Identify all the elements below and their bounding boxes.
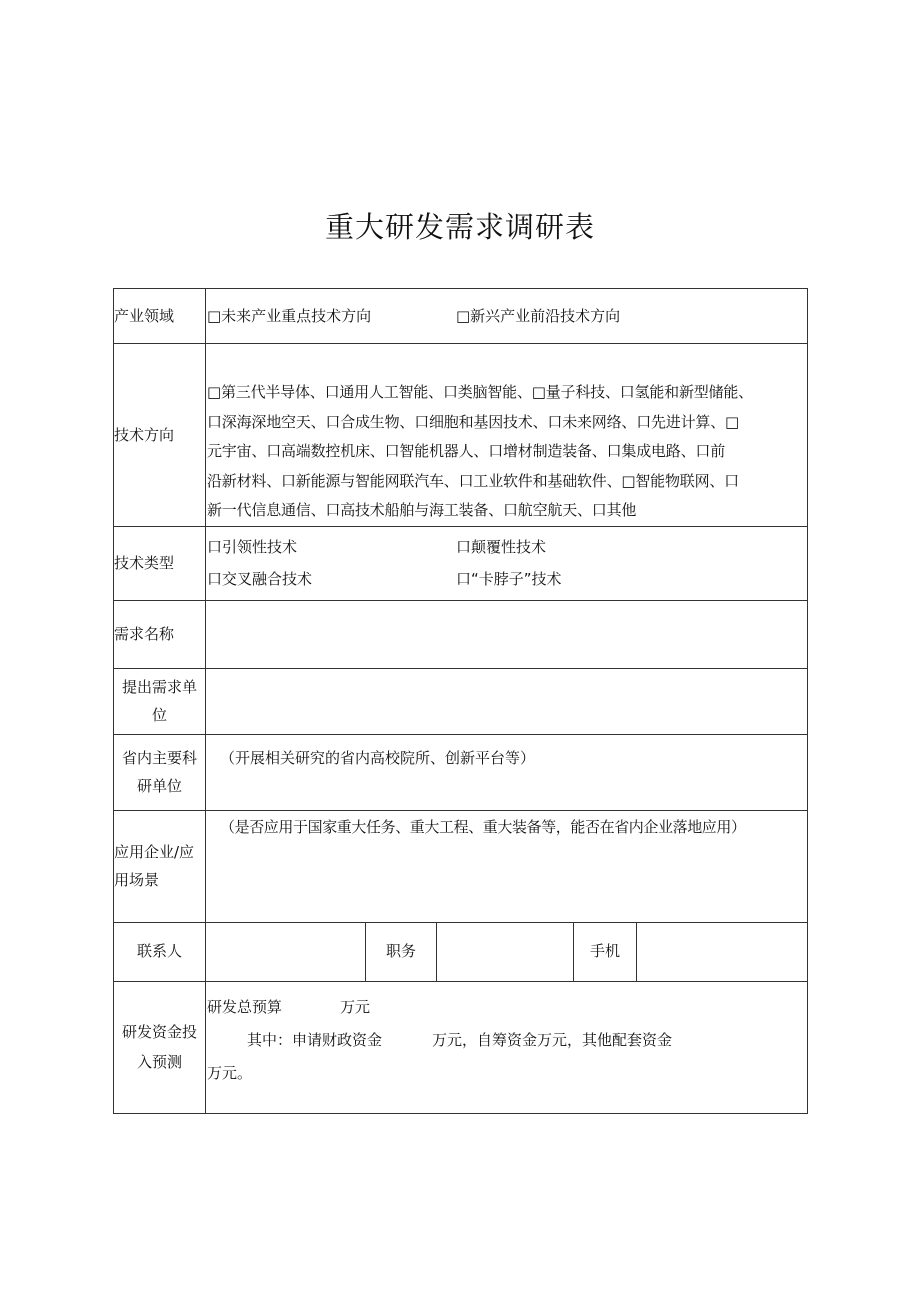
demand-name-field[interactable] <box>206 600 808 668</box>
budget-detail-end: 万元。 <box>207 1063 253 1082</box>
budget-detail-middle: 万元，自筹资金万元，其他配套资金 <box>432 1030 673 1049</box>
proposer-label-line: 提出需求单 <box>121 678 197 696</box>
tech-direction-line[interactable]: 沿新材料、口新能源与智能网联汽车、口工业软件和基础软件、□智能物联网、口 <box>207 471 739 490</box>
tech-type-label: 技术类型 <box>114 526 206 600</box>
budget-row <box>114 981 808 1113</box>
proposer-field[interactable] <box>206 668 808 734</box>
budget-field[interactable] <box>206 981 808 1113</box>
application-label <box>114 810 206 922</box>
industry-row <box>114 289 808 344</box>
application-row <box>114 810 808 922</box>
application-hint: （是否应用于国家重大任务、重大工程、重大装备等，能否在省内企业落地应用） <box>220 817 746 836</box>
tech-direction-line[interactable]: □第三代半导体、口通用人工智能、口类脑智能、□量子科技、口氢能和新型储能、 <box>207 383 753 401</box>
contact-field[interactable] <box>206 922 366 981</box>
industry-option-future[interactable]: □未来产业重点技术方向 <box>207 306 372 325</box>
application-label-line: 应用企业/应 <box>114 843 195 861</box>
budget-total-unit: 万元 <box>340 997 371 1016</box>
tech-direction-label: 技术方向 <box>114 344 206 527</box>
tech-type-option-disruptive[interactable]: 口颠覆性技术 <box>456 538 547 556</box>
phone-label: 手机 <box>574 922 637 981</box>
research-units-field[interactable] <box>206 734 808 810</box>
tech-type-option-cross[interactable]: 口交叉融合技术 <box>207 570 313 588</box>
contact-label: 联系人 <box>114 922 206 981</box>
tech-direction-line[interactable]: 元宇宙、口高端数控机床、口智能机器人、口增材制造装备、口集成电路、口前 <box>207 442 726 460</box>
position-label: 职务 <box>366 922 437 981</box>
research-units-label <box>114 734 206 810</box>
position-field[interactable] <box>437 922 574 981</box>
research-units-label-line: 省内主要科 <box>121 749 197 767</box>
budget-detail-prefix: 其中：申请财政资金 <box>247 1030 383 1049</box>
tech-type-option-bottleneck[interactable]: 口“卡脖子”技术 <box>456 570 562 588</box>
contact-row <box>114 922 808 981</box>
tech-direction-row <box>114 344 808 527</box>
tech-type-options <box>206 526 808 600</box>
tech-direction-line[interactable]: 新一代信息通信、口高技术船舶与海工装备、口航空航天、口其他 <box>207 501 637 519</box>
proposer-row <box>114 668 808 734</box>
research-units-hint: （开展相关研究的省内高校院所、创新平台等） <box>220 748 536 767</box>
tech-direction-line[interactable]: 口深海深地空天、口合成生物、口细胞和基因技术、口未来网络、口先进计算、□ <box>207 412 739 431</box>
tech-type-row <box>114 526 808 600</box>
industry-option-emerging[interactable]: □新兴产业前沿技术方向 <box>456 306 621 325</box>
tech-type-option-leading[interactable]: 口引领性技术 <box>207 538 298 556</box>
application-field[interactable] <box>206 810 808 922</box>
page-title: 重大研发需求调研表 <box>324 210 595 244</box>
budget-label <box>114 981 206 1113</box>
research-units-label-line: 研单位 <box>136 777 182 795</box>
phone-field[interactable] <box>637 922 808 981</box>
proposer-label-line: 位 <box>151 706 167 724</box>
demand-name-label: 需求名称 <box>114 600 206 668</box>
budget-label-line: 入预测 <box>136 1053 182 1071</box>
survey-form-table <box>113 288 808 1114</box>
industry-label: 产业领域 <box>114 289 206 344</box>
budget-label-line: 研发资金投 <box>121 1023 197 1041</box>
demand-name-row <box>114 600 808 668</box>
industry-options <box>206 289 808 344</box>
application-label-line: 用场景 <box>114 871 160 889</box>
proposer-label <box>114 668 206 734</box>
tech-direction-options <box>206 344 808 527</box>
research-units-row <box>114 734 808 810</box>
budget-total-label: 研发总预算 <box>207 997 283 1016</box>
